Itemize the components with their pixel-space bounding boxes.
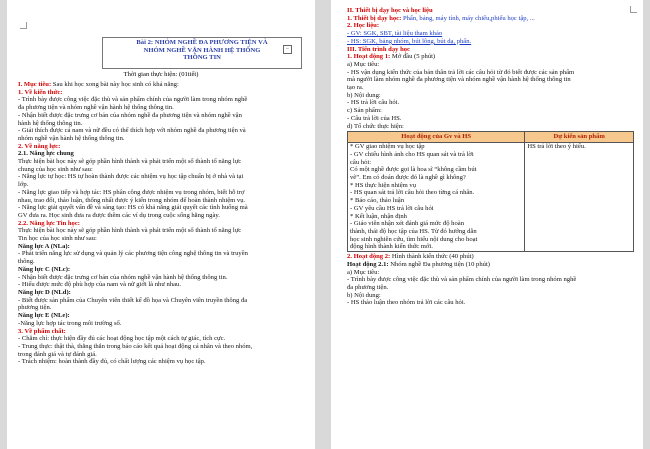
text-line: II. Thiết bị dạy học và học liệu (347, 7, 433, 14)
text-line: 2.1. Năng lực chung (18, 150, 74, 158)
lesson-title-line: NHÓM NGHỀ VẬN HÀNH HỆ THỐNG (143, 46, 261, 54)
text-line: - Năng lực tự học: HS tự hoàn thành được các nhiệm vụ học tập chuẩn bị ở nhà và tại (18, 173, 244, 181)
table-cell-line: * HS thực hiện nhiệm vụ (350, 181, 417, 189)
table-cell-line: câu hỏi: (350, 158, 372, 166)
page-corner-mark (20, 22, 27, 29)
table-cell-line: - HS quan sát trả lời câu hỏi theo từng cá nhân. (350, 189, 475, 197)
text-line: - Biết được sản phẩm của Chuyên viên thiết kế đồ họa và Chuyên viên truyền thông đa (18, 296, 248, 304)
table-cell-line: HS trả lời theo ý hiểu. (527, 143, 586, 151)
text-line: Tin học của học sinh như sau: (18, 235, 97, 243)
text-line: 2. Về năng lực: (18, 142, 61, 150)
text-line: 3. Về phẩm chất: (18, 327, 66, 335)
lesson-title-line: THÔNG TIN (183, 54, 221, 62)
text-line: 2.2. Năng lực Tin học: (18, 219, 80, 227)
table-header-teacher-student: Hoạt động của Gv và HS (348, 132, 525, 143)
text-line: trong đánh giá và tự đánh giá. (18, 350, 97, 358)
text-line: b) Nội dung: (347, 291, 381, 299)
table-cell-line: * GV giao nhiệm vụ học tập (350, 143, 425, 151)
text-line: - Trung thực: thật thà, thẳng thắn trong báo cáo kết quả hoạt động cá nhân và theo nhóm, (18, 342, 253, 350)
text-line: 1. Về kiến thức: (18, 88, 63, 96)
lesson-title-box (102, 37, 302, 69)
text-line: chung của học sinh như sau: (18, 165, 93, 173)
text-line: - Chăm chỉ: thực hiện đầy đủ các hoạt động học tập một cách tự giác, tích cực. (18, 335, 226, 343)
right-bottom-section (347, 253, 634, 307)
text-line: - Năng lực giao tiếp và hợp tác: HS phân công được nhiệm vụ trong nhóm, biết hỗ trợ (18, 188, 245, 196)
text-line: 2. Học liệu: (347, 22, 380, 30)
text-line: b) Nội dung: (347, 91, 381, 99)
text-line: - Năng lực giải quyết vấn đề và sáng tạo: HS có khả năng giải quyết các tình huống mà (18, 204, 248, 212)
text-line: lớp. (18, 181, 29, 189)
text-line: d) Tổ chức thực hiện: (347, 122, 404, 130)
text-line: -Năng lực hợp tác trong môi trường số. (18, 319, 122, 327)
text-line: đa phương tiện và nhóm nghề vận hành hệ thống thông tin. (18, 104, 174, 112)
text-line: - HS: SGK, bảng nhóm, bút lông, bút dạ, phấn. (347, 37, 472, 45)
text-line: Năng lực E (NLe): (18, 312, 70, 320)
table-cell-line: * Báo cáo, thảo luận (350, 197, 405, 205)
text-line: GV đưa ra. Học sinh đưa ra được thêm các ví dụ trong cuộc sống hằng ngày. (18, 211, 220, 219)
text-line: 1. Hoạt động 1: Mở đầu (5 phút) (347, 53, 436, 61)
text-line: I. Mục tiêu: Sau khi học xong bài này học sinh có khả năng: (18, 81, 179, 88)
text-line: Thực hiện bài học này sẽ góp phần hình thành và phát triển một số thành tố năng lực (18, 158, 242, 166)
table-header-expected-product: Dự kiến sản phẩm (525, 132, 634, 143)
document-page-right (331, 0, 643, 449)
text-line: III. Tiến trình dạy học (347, 45, 410, 53)
text-line: thông. (18, 258, 35, 266)
document-page-left (7, 0, 315, 449)
right-page-body (347, 7, 634, 307)
text-line: tạo ra. (347, 84, 364, 92)
text-line: - Nhận biết được đặc trưng cơ bản của nhóm nghề đa phương tiện và nhóm nghề vận (18, 111, 242, 119)
text-line: Hoạt động 2.1: Nhóm nghề Đa phương tiện (10 phút) (347, 260, 490, 268)
text-line: - Trình bày được công việc đặc thù và sản phẩm chính của người làm trong nhóm nghề (347, 276, 577, 284)
text-line: Thực hiện bài học này sẽ góp phần hình thành và phát triển một số thành tố năng lực (18, 227, 242, 235)
text-line: c) Sản phẩm: (347, 107, 382, 115)
collapse-button[interactable]: − (283, 45, 292, 54)
text-line: 1. Thiết bị dạy học: Phấn, bảng, máy tính, máy chiếu,phiếu học tập, ... (347, 14, 535, 22)
text-line: Năng lực A (NLa): (18, 242, 70, 250)
table-cell-line: - GV yêu cầu HS trả lời câu hỏi (350, 204, 434, 212)
text-line: nhau, trao đổi, thảo luận, thống nhất được ý kiến trong nhóm để hoàn thành nhiệm vụ. (18, 196, 246, 204)
table-cell-line: Có một nghề được gọi là hoa sĩ “không cầm bút (350, 166, 477, 174)
text-line: a) Mục tiêu: (347, 268, 380, 276)
table-cell-products (525, 143, 634, 252)
text-line: nhóm nghề vận hành hệ thống thông tin. (18, 134, 125, 142)
text-line: phương tiện. (18, 304, 52, 312)
text-line: - GV: SGK, SBT, tài liệu tham khảo (347, 30, 443, 38)
table-cell-line: học sinh nghiên cứu, tìm hiểu nội dung cho hoạt (350, 235, 478, 243)
table-cell-line: * Kết luận, nhận định (350, 212, 407, 220)
text-line: mà người làm nhóm nghề đa phương tiện và nhóm nghề vận hành hệ thống thông tin (347, 76, 571, 84)
table-cell-line: thành, thái độ học tập của HS. Từ đó hướng dẫn (350, 227, 477, 235)
text-line: - Trách nhiệm: hoàn thành đầy đủ, có chất lượng các nhiệm vụ học tập. (18, 358, 206, 366)
text-line: a) Mục tiêu: (347, 60, 380, 68)
text-line: - HS vận dụng kiến thức của bản thân trả lời các câu hỏi từ đó biết được các sản phẩm (347, 68, 575, 76)
text-line: đa phương tiện. (347, 283, 389, 291)
left-page-body (18, 81, 304, 366)
page-gutter (315, 0, 331, 449)
text-line: Năng lực D (NLd): (18, 288, 71, 296)
text-line: - Trình bày được công việc đặc thù và sản phẩm chính của người làm trong nhóm nghề (18, 96, 248, 104)
text-line: - Phát triển năng lực sử dụng và quản lý các phương tiện công nghệ thông tin và truyền (18, 250, 248, 258)
text-line: - Câu trả lời của HS. (347, 114, 402, 122)
lesson-title-line: Bài 2: NHÓM NGHỀ ĐA PHƯƠNG TIỆN VÀ (136, 39, 268, 46)
text-line: - Hiểu được mức độ phù hợp của nam và nữ giới là như nhau. (18, 281, 182, 289)
activity-table (347, 131, 634, 252)
table-cell-line: - Giáo viên nhận xét đánh giá mức độ hoàn (350, 220, 464, 228)
text-line: - Nhận biết được đặc trưng cơ bản của nhóm nghề vận hành hệ thống thông tin. (18, 273, 228, 281)
text-line: - HS trả lời câu hỏi. (347, 99, 400, 107)
right-top-section (347, 7, 634, 130)
table-cell-line: vẽ”. Em có đoán được đó là nghề gì không? (350, 174, 466, 182)
table-cell-line: động hình thành kiến thức mới. (350, 243, 433, 251)
table-cell-activities (348, 143, 525, 252)
table-cell-line: - GV chiếu hình ảnh cho HS quan sát và trả lời (350, 150, 474, 158)
text-line: Năng lực C (NLc): (18, 265, 71, 273)
text-line: 2. Hoạt động 2: Hình thành kiến thức (40 phút) (347, 253, 474, 261)
lesson-duration: Thời gian thực hiện: (01tiết) (123, 71, 199, 78)
text-line: - HS thảo luận theo nhóm trả lời các câu hỏi. (347, 299, 466, 307)
text-line: - Giải thích được cả nam và nữ đều có thể thích hợp với nhóm nghề đa phương tiện và (18, 127, 246, 135)
text-line: hành hệ thống thông tin. (18, 119, 83, 127)
